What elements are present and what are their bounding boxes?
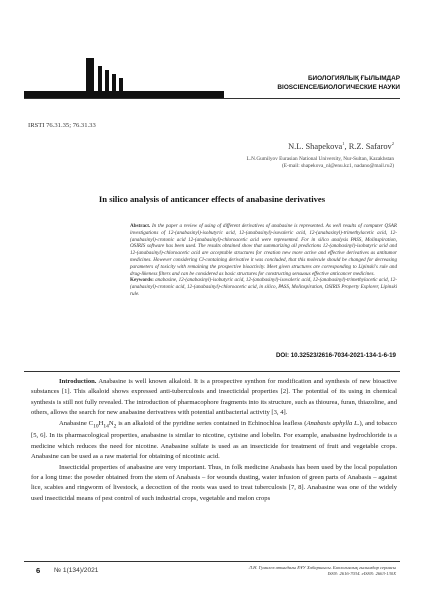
author-emails: (E-mail: shapekova_nl@enu.kz1, nadano@mail.ru2) <box>282 163 394 170</box>
abstract-text: In the paper a review of using of different derivatives of anabasine is represented. As well results of computer QSAR investigations of 12-(anabasinyl)-isobutyric acid, 12-(anabasinyl)-isovaleric acid, 12-(anabasinyl)-trimethylacetic acid, 12-(anabasinyl)-crotonic acid 12-(anabasinyl)-chloroacetic acid were represented. For in silico analysis PASS, Molinspiration, OSIRIS software has been used. The results obtained show that summarizing all predictions 12-(anabasinyl)-isobutyric acid and 12-(anabasinyl)-chloroacetic acid are acceptable structures for creation new more active and effective derivatives as antitumor medicines. However considering Cl-containing derivative it was concluded, that this molecule should be changed for decreasing parameters of toxicity with remaining the prospective bioactivity. Meet given structures are corresponding to Lipinski's rule and drug-likeness filters and can be considered as basic structures for constructing sensuous effective anticancer medicines. <box>130 223 397 277</box>
issue-number: № 1(134)/2021 <box>54 567 99 574</box>
journal-heading-line1: БИОЛОГИЯЛЫҚ ҒЫЛЫМДАР <box>307 75 400 82</box>
paragraph-insecticidal: Insecticidal properties of anabasine are very important. Thus, in folk medicine Anabasis has been used by the local population for a long time: the powder obtained from the stem of Anabasis – for wounds dusting, water infusion of green parts of Anabasis – against lice, scabies and ringworm of livestock, a decoction of the roots was used to treat tuberculosis [7, 8]. Anabasine was one of the widely used insecticidal means of pest control of such industrial crops, vegetable and melon crops <box>31 463 397 502</box>
author-1: N.L. Shapekova <box>288 141 343 151</box>
formula-subscript-n: 2 <box>113 422 117 429</box>
formula-h: H <box>98 419 104 427</box>
formula-subscript-h: 14 <box>103 422 109 429</box>
paragraph-anabasine-formula <box>31 419 397 463</box>
footer-journal-title: Л.Н. Гумилев атындағы ЕҰУ Хабаршысы. Биологиялық ғылымдар сериясы <box>248 565 396 570</box>
keywords-label: Keywords: <box>130 277 154 284</box>
university-logo <box>24 58 224 98</box>
introduction-label: Introduction. <box>59 378 97 385</box>
footer-issn: ISSN: 2616-7034. eISSN: 2663-130X <box>327 571 396 577</box>
author-1-affiliation-mark: 1 <box>342 141 345 146</box>
paragraph-2-mid: is an alkaloid of the pyridine series contained in Echinochloa leafless ( <box>116 419 307 427</box>
paragraph-2-end: ), and tobacco [5, 6]. In its pharmacological properties, anabasine is similar to nicotine, cytisine and lobelin. For example, anabasine hydrochloride is a medicine which reduces the need for nicotine. Anabasine sulfate is used as an insecticide for treatment of fruit and vegetable crops. Anabasine can be used as a raw material for obtaining of nicotinic acid. <box>31 419 397 461</box>
header-rule <box>24 98 400 99</box>
article-title: In silico analysis of anticancer effects of anabasine derivatives <box>98 194 326 204</box>
formula-n: N <box>108 419 114 427</box>
affiliation-block <box>247 156 394 170</box>
keywords-text: anabasine, 12-(anabasinyl)-isobutyric acid, 12-(anabasinyl)-isovaleric acid, 12-(anabasinyl)-trimethylacetic acid, 12-(anabasinyl)-crotonic acid, 12-(anabasinyl)-chloroacetic acid, in silico, PASS, Molinspiration, OSIRIS Property Explorer, Lipinski rule. <box>130 277 397 297</box>
irsti-code: IRSTI 76.31.35; 76.31.33 <box>28 122 96 129</box>
author-separator: , <box>344 141 349 151</box>
section-rule <box>24 371 400 372</box>
footer-rule <box>24 561 400 562</box>
paragraph-1-text: Anabasine is well known alkaloid. It is a prospective synthon for modification and synthesis of new bioactive substances [1]. This alkaloid shows expressed anti-tuberculosis and insecticidal properties [2]. The potential of its using in chemical synthesis is still not fully revealed. The introduction of pharmacophore fragments into its structure, such as thiourea, furan, thiazoline, and others, allows the search for new anabasine derivatives with potential antibacterial activity [3, 4]. <box>31 378 397 417</box>
footer-journal-info <box>249 565 396 578</box>
abstract-block <box>130 223 397 298</box>
species-name: Anabasis aphylla L. <box>306 419 360 427</box>
journal-heading-line2: BIOSCIENCE/БИОЛОГИЧЕСКИЕ НАУКИ <box>277 84 400 91</box>
paragraph-introduction <box>31 377 397 419</box>
formula-subscript-c: 10 <box>93 422 99 429</box>
article-body <box>31 377 397 504</box>
page-number: 6 <box>36 566 41 575</box>
author-line <box>288 141 394 151</box>
author-2-affiliation-mark: 2 <box>391 141 394 146</box>
author-2: R.Z. Safarov <box>348 141 392 151</box>
formula-text: Anabasine C <box>59 419 94 427</box>
doi: DOI: 10.32523/2616-7034-2021-134-1-6-19 <box>275 352 396 359</box>
journal-section-heading <box>277 74 400 92</box>
abstract-label: Abstract. <box>130 223 151 229</box>
affiliation: L.N.Gumilyov Eurasian National University, Nur-Sultan, Kazakhstan <box>246 156 394 162</box>
